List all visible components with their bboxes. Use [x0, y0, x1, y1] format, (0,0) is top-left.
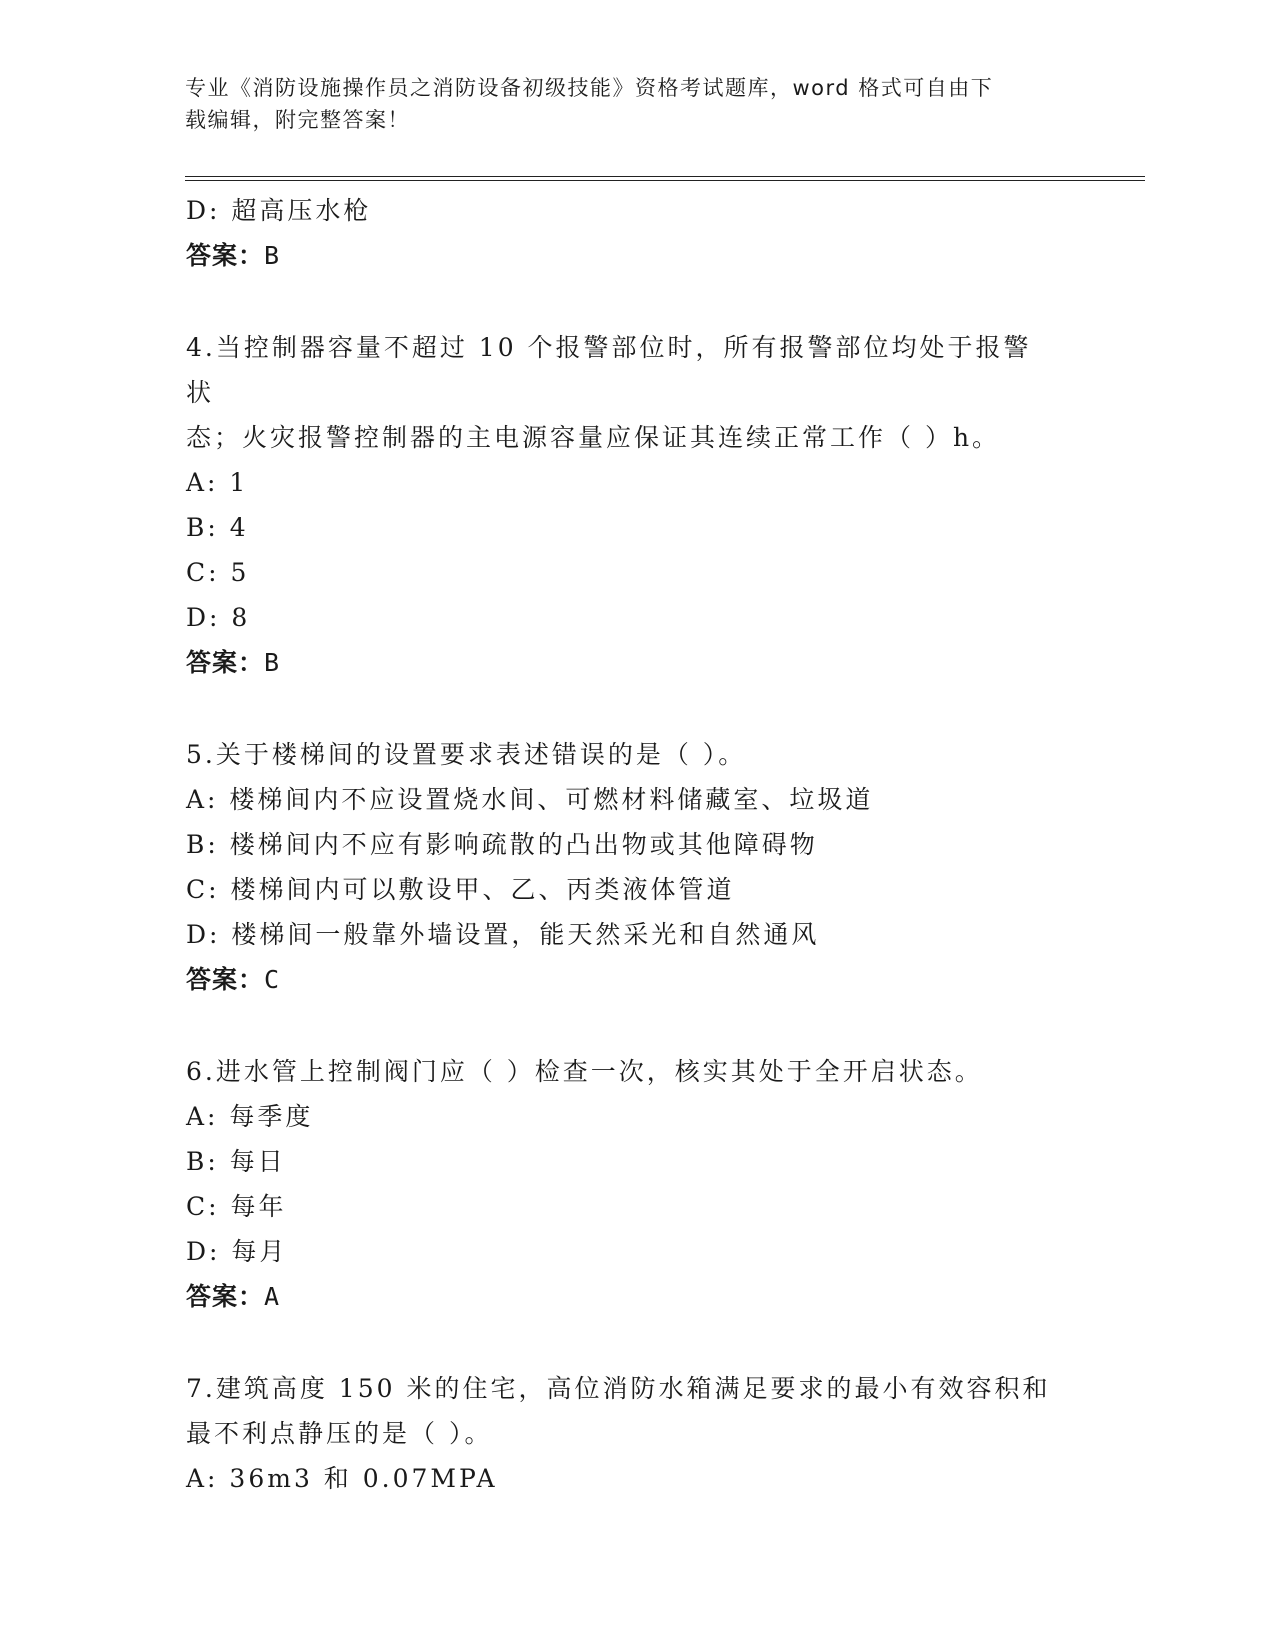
question-4-text-line-2: 态；火灾报警控制器的主电源容量应保证其连续正常工作（ ）h。: [186, 423, 1001, 452]
question-4-option-b: B: 4: [186, 513, 249, 542]
question-5-text-line-1: 5.关于楼梯间的设置要求表述错误的是（ ）。: [186, 740, 747, 769]
answer-label: 答案：: [186, 965, 265, 994]
answer-value: B: [264, 241, 281, 270]
question-6-option-c: C: 每年: [186, 1192, 287, 1221]
answer-label: 答案：: [186, 648, 265, 677]
question-4-option-c: C: 5: [186, 558, 250, 587]
page-header: [185, 72, 1085, 136]
header-line-1: 专业《消防设施操作员之消防设备初级技能》资格考试题库，word 格式可自由下: [185, 76, 994, 100]
question-5-option-a: A: 楼梯间内不应设置烧水间、可燃材料储藏室、垃圾道: [186, 785, 874, 814]
question-4-option-d: D: 8: [186, 603, 251, 632]
question-6-option-a: A: 每季度: [186, 1102, 314, 1131]
answer-value: A: [264, 1282, 281, 1311]
answer-label: 答案：: [186, 241, 265, 270]
answer-value: C: [264, 965, 281, 994]
question-5: [186, 732, 1086, 1002]
question-5-answer: [186, 957, 1086, 1002]
header-line-2: 载编辑，附完整答案！: [185, 108, 410, 132]
question-4-option-a: A: 1: [186, 468, 249, 497]
question-4-text-line-1: 4.当控制器容量不超过 10 个报警部位时，所有报警部位均处于报警状: [186, 333, 1032, 407]
question-4-answer: [186, 640, 1086, 685]
question-6: [186, 1049, 1086, 1319]
question-5-option-b: B: 楼梯间内不应有影响疏散的凸出物或其他障碍物: [186, 830, 818, 859]
answer-label: 答案：: [186, 1282, 265, 1311]
question-5-option-d: D: 楼梯间一般靠外墙设置，能天然采光和自然通风: [186, 920, 820, 949]
document-body: [186, 188, 1086, 1501]
answer-value: B: [264, 648, 281, 677]
question-7-text-line-1: 7.建筑高度 150 米的住宅，高位消防水箱满足要求的最小有效容积和: [186, 1374, 1051, 1403]
question-6-answer: [186, 1274, 1086, 1319]
question-7: [186, 1366, 1086, 1501]
question-7-option-a: A: 36m3 和 0.07MPA: [186, 1464, 498, 1493]
question-5-option-c: C: 楼梯间内可以敷设甲、乙、丙类液体管道: [186, 875, 735, 904]
q3-option-d: D: 超高压水枪: [186, 196, 372, 225]
question-6-text-line-1: 6.进水管上控制阀门应（ ）检查一次，核实其处于全开启状态。: [186, 1057, 983, 1086]
question-7-text-line-2: 最不利点静压的是（ ）。: [186, 1419, 493, 1448]
q3-answer: [186, 233, 1086, 278]
question-6-option-b: B: 每日: [186, 1147, 286, 1176]
header-divider: [185, 176, 1145, 181]
question-4: [186, 325, 1086, 685]
question-6-option-d: D: 每月: [186, 1237, 288, 1266]
